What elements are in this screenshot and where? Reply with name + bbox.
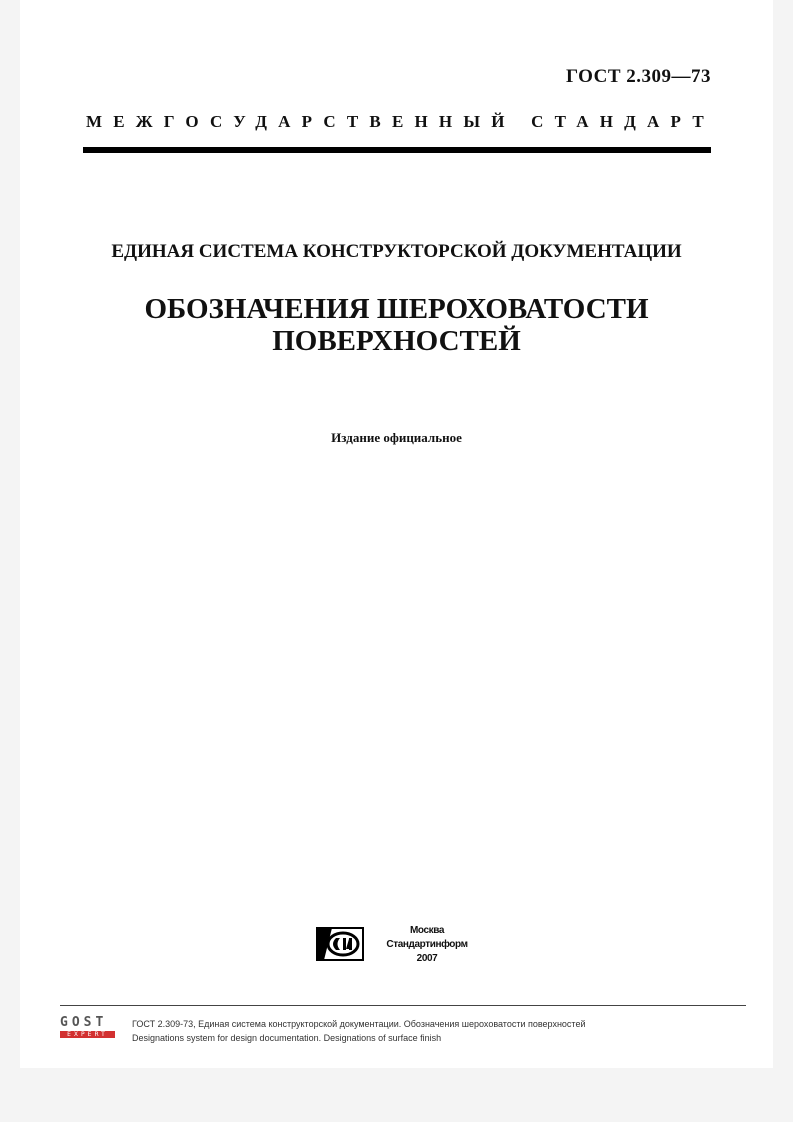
title-line-1: ОБОЗНАЧЕНИЯ ШЕРОХОВАТОСТИ	[144, 293, 649, 325]
publisher-name: Стандартинформ	[386, 939, 468, 950]
footer-line-1: ГОСТ 2.309-73, Единая система конструкторской документации. Обозначения шероховатости поверхностей	[132, 1019, 586, 1029]
title-line-2: ПОВЕРХНОСТЕЙ	[272, 325, 521, 357]
publisher-city: Москва	[409, 925, 445, 936]
gost-expert-logo-icon	[60, 1017, 115, 1041]
logo-bottom-text: EXPERT	[60, 1031, 115, 1038]
header-rule	[83, 147, 711, 153]
footer-rule	[60, 1005, 746, 1006]
footer-text	[132, 1017, 586, 1045]
publisher-year: 2007	[416, 953, 438, 964]
gost-number: ГОСТ 2.309—73	[565, 66, 711, 87]
footer-line-2: Designations system for design documentation. Designations of surface finish	[132, 1033, 442, 1043]
logo-top-text: GOST	[60, 1015, 108, 1030]
publisher-block	[376, 924, 478, 966]
interstate-standard-heading: МЕЖГОСУДАРСТВЕННЫЙ СТАНДАРТ	[86, 112, 715, 131]
document-page	[20, 0, 773, 1068]
edition-label: Издание официальное	[331, 430, 462, 445]
system-title: ЕДИНАЯ СИСТЕМА КОНСТРУКТОРСКОЙ ДОКУМЕНТАЦИИ	[111, 241, 682, 262]
standartinform-logo-icon	[316, 924, 364, 964]
document-title	[0, 293, 793, 357]
